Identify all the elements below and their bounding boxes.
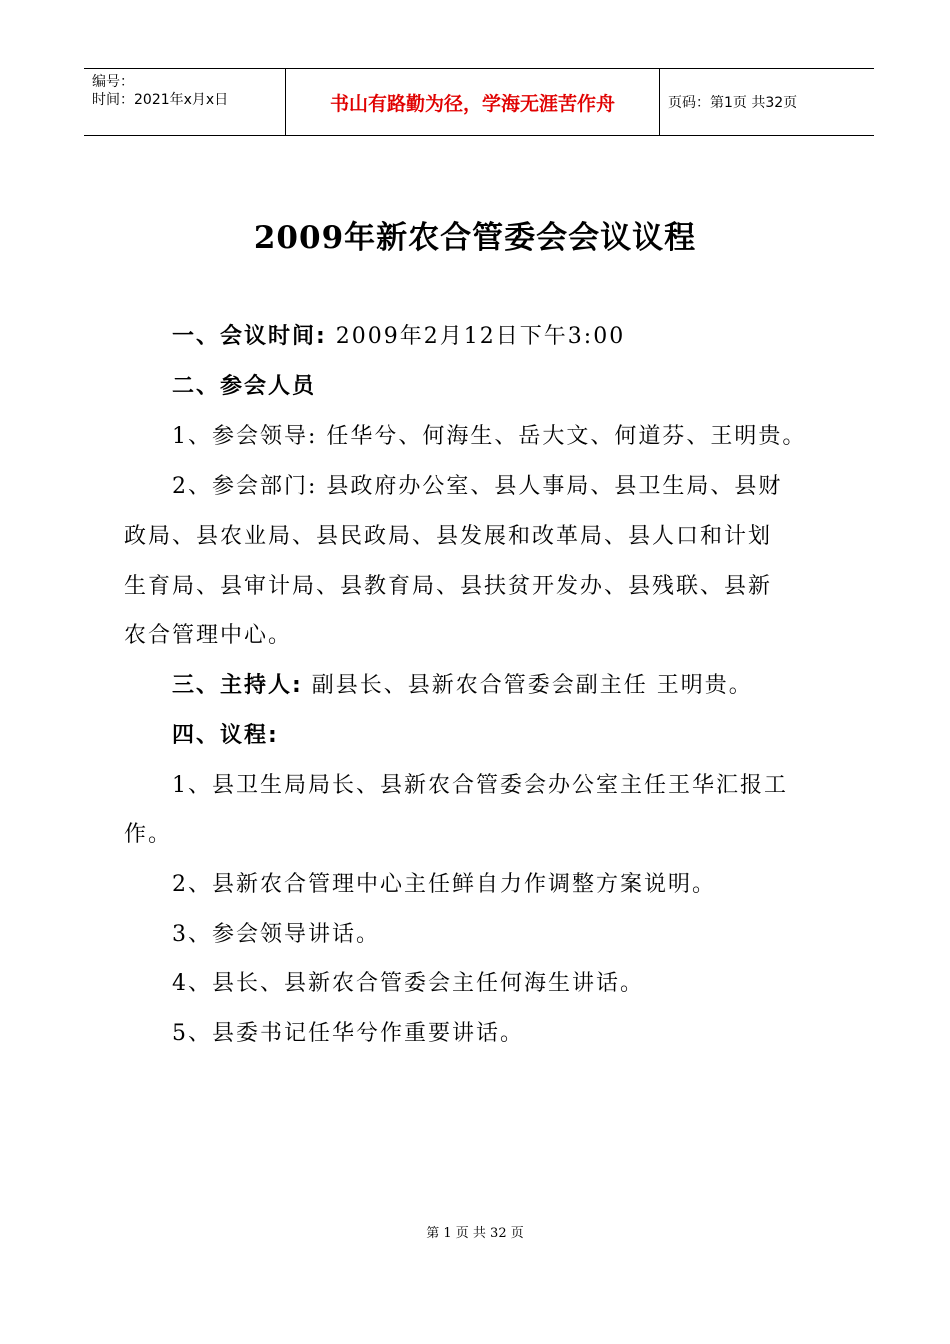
attendees-heading: 二、参会人员 <box>172 374 317 399</box>
page-header <box>84 68 874 136</box>
header-page-info: 页码：第1页 共32页 <box>668 95 798 111</box>
document-title: 2009年新农合管委会会议议程 <box>253 220 697 256</box>
agenda-item-5: 5、县委书记任华兮作重要讲话。 <box>172 1021 524 1046</box>
meeting-time-value: 2009年2月12日下午3:00 <box>326 324 626 349</box>
document-number-label: 编号： <box>92 74 134 90</box>
leaders-line: 1、参会领导: 任华兮、何海生、岳大文、何道芬、王明贵。 <box>172 424 807 449</box>
agenda-item-3: 3、参会领导讲话。 <box>172 922 380 947</box>
document-time-label: 时间：2021年x月x日 <box>92 92 229 108</box>
departments-line-1: 2、参会部门: 县政府办公室、县人事局、县卫生局、县财 <box>172 474 783 499</box>
departments-line-3: 生育局、县审计局、县教育局、县扶贫开发办、县残联、县新 <box>124 574 773 599</box>
agenda-item-2: 2、县新农合管理中心主任鲜自力作调整方案说明。 <box>172 872 716 897</box>
meeting-time-heading: 一、会议时间: <box>172 324 327 349</box>
meeting-time-line <box>172 322 625 352</box>
agenda-heading: 四、议程: <box>172 723 279 748</box>
agenda-item-1-cont: 作。 <box>124 822 173 847</box>
agenda-item-1: 1、县卫生局局长、县新农合管委会办公室主任王华汇报工 <box>172 773 788 798</box>
agenda-item-4: 4、县长、县新农合管委会主任何海生讲话。 <box>172 971 644 996</box>
header-meta <box>84 69 286 135</box>
departments-line-4: 农合管理中心。 <box>124 623 293 648</box>
header-motto: 书山有路勤为径，学海无涯苦作舟 <box>286 69 660 135</box>
page-footer: 第 1 页 共 32 页 <box>426 1226 524 1241</box>
host-heading: 三、主持人: <box>172 673 303 698</box>
host-line <box>172 671 753 701</box>
host-value: 副县长、县新农合管委会副主任 王明贵。 <box>302 673 753 698</box>
departments-line-2: 政局、县农业局、县民政局、县发展和改革局、县人口和计划 <box>124 524 773 549</box>
